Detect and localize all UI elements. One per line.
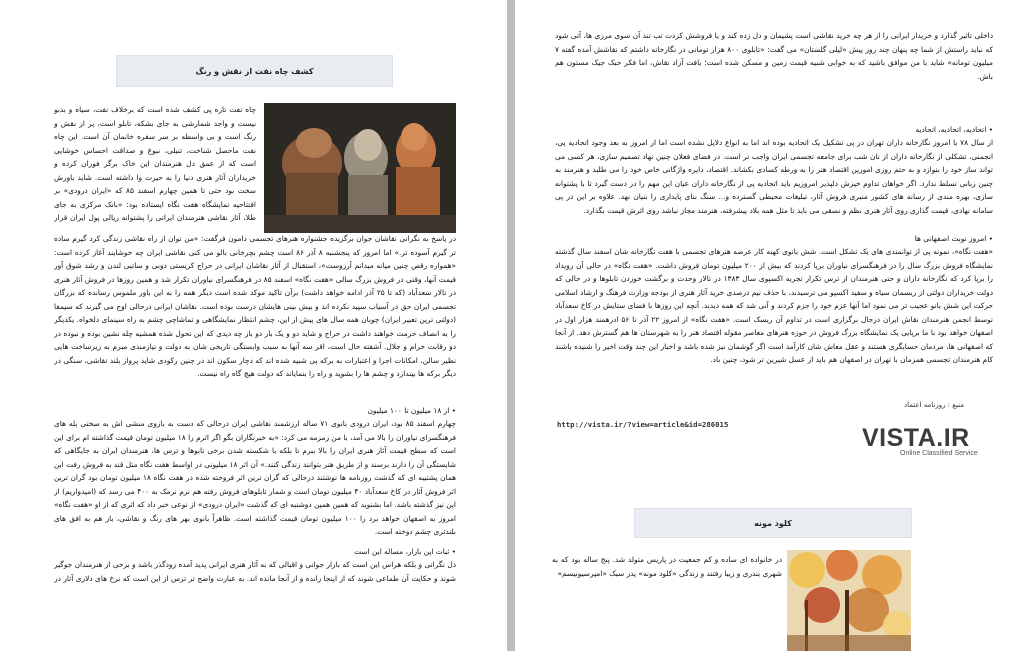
painting-image — [787, 550, 911, 651]
intro-paragraph: چاه نفت تازه پی کشف شده است که برخلاف نفت، سیاه و بدبو نیست و واجد شمارشی به جای بشکه، تابلو است، پر از نقش و رنگ است و بی واسطه بر سر سفره خانمان آن است. این چاه نفت ماحصل شناخت، تنبلی، نبوغ و صداقت احساس خوشایی است که از عمق دل هنرمندان این خاک برگر فوران کرده و خریداران آثار هنری دنیا را به حیرت وا داشته است. شاید باورش سخت بود حتی تا همین چهارم اسفند ۸۵ که «ایران درودی» بر افتتاحیه نمایشگاه هفت نگاه ایستاده بود: «بانک مرکزی به جای طلا، آثار نقاشی هنرمندان ایرانی را پشتوانه ریالی پول ایران قرار — [54, 105, 256, 222]
left-page — [0, 0, 508, 651]
price-paragraph: چهارم اسفند ۸۵ بود، ایران درودی بانوی ۷۱ ساله ارزشمند نقاشی ایران درحالی که دست به بازوی منشی اش به سختی پله های فرهنگسرای نیاوران را بالا می آمد، با من زمزمه می کرد: «به خبرنگاران بگو اگر اثرم را ۱۸ میلیون تومان قیمت گذاشته ام برای این است که سطح قیمت آثار هنری ایران را بالا ببرم تا بلکه با شکسته شدن برخی تابوها و ترس ها، هنرمندان ایران به جایگاهی که شایستگی آن را دارند برسند و از طریق هنر بتوانند زندگی کنند.» آن اثر ۱۸ میلیونی در اواسط هفت نگاه متل قند به فروش رفت این همان پشتیبه ای که گذشت روزنامه ها نوشتند درحالی که گران ترین اثر فروخته شده در هفت نگاه ۱۸ میلیون تومان بود گران ترین اثر فروش آثار در کاخ سعدآباد ۴۰ میلیون تومان است و شمار تابلوهای فروش رفته هم نرم نرمک به ۴۰۰ می رسد که (امیدواریم) از این نیز گذشته باشد. اما بشنوید که همین همین دوشنبه ای که گذشت «ایران درودی» از نوعی خبر داد که اثری که از او «هفت نگاه» امروز به اصفهان خواهد برد را ۱۰۰ میلیون تومان قیمت گذاشته است. ظاهراً بانوی بهر های رنگ و نقاشی، بار هم به افق های بلندتری چشم دوخته است. — [54, 419, 456, 536]
sculptures-image — [264, 103, 456, 233]
article-title-monet: کلود مونه — [634, 508, 912, 538]
sculptures-photo — [264, 103, 456, 233]
vista-logo — [862, 424, 970, 453]
isfahan-paragraph: «هفت نگاه»، نمونه پی از توانمندی های یک تشکل است. شش بانوی کهنه کار عرصه هنرهای تجسمی با هفت نگارخانه شان اسفند سال گذشته نمایشگاه فروش بزرگ سال را در فرهنگسرای نیاوران برپا کردند که بیش از ۲۰۰ میلیون تومان فروش داشت. «هفت نگاه» در حالی آن رویداد را برپا کرد که نگارخانه داران و حتی هنرمندان از ترس تکرار تجربه اکسپوی سال ۱۳۸۳ در تالار وحدت و برگشت خوردن تابلوها و در حالی که دولت خریداران دولتی از ریسمان سیاه و سفید اکسپو می ترسیدند، با حذف نیم درصدی خرید آثار هنری از بودجه وزارت فرهنگ و ارشاد اسلامی حرکت این شش بانو عجیب تر می نمود اما آنها عزم خود را جزم کردند و آنی شد که همه دیدند. آنچه این روزها با فضای ستایش در کاخ سعدآباد توسط انجمن هنرمندان نقاش ایران درجال برگزاری است در تداوم آن ریسک است. «هفت نگاه» از امروز ۲۲ آذر تا ۵۶ ادرهمند هزار اول در اصفهان خواهد بود با ما برپایی یک نمایشگاه بزرگ فروش در حوزه هنرهای معاصر مقوله اقتصاد هنر را به شهرستان ها هم گسترش دهد. از آنجا که اصفهانی ها، مردمان حسابگری هستند و عقل معاش شان کارآمد است اگر گوشمان نیز شده باشد و اخبار این چند وقت اخیر را شنیده باشند کام هنرمندان تجسمی همزمان با تهران در اصفهان هم باید از عسل شیرین تر شود، چنین باد. — [555, 247, 993, 364]
monet-paragraph: در خانواده ای ساده و کم جمعیت در پاریس متولد شد. پنج ساله بود که به شهری بندری و زیبا رفتند و زندگی «کلود مونه» پدر سبک «امپرسیونیسم» — [552, 555, 782, 578]
section-heading-price: • از ۱۸ میلیون تا ۱۰۰ میلیون — [367, 406, 456, 415]
monet-painting-photo — [787, 550, 911, 651]
article-url[interactable]: http://vista.ir/?view=article&id=286015 — [557, 420, 729, 429]
section-heading-stability: • ثبات این بازار، مساله این است — [354, 547, 456, 556]
stability-paragraph: دل نگرانی و بلکه هراس این است که بازار جوانی و اقبالی که به آثار هنری ایرانی پدید آمده زودگذر باشد و برخی از هنرمندان جوگیر شوند و حکایت آن طماعی شوند که از اینجا رانده و از آنجا مانده اند. به عبارت واضح تر ترس از این است که نرخ های دلاری آثار در — [54, 560, 456, 583]
vista-logo-text: VISTA.IR — [862, 424, 970, 452]
source-line: منبع : روزنامه اعتماد — [904, 401, 964, 409]
body-paragraph: در پاسخ به نگرانی نقاشان جوان برگزیده جشنواره هنرهای تجسمی دامون فرگفت: «من توان از راه نقاشی زندگی کرد گیرم ساده تر گیرم آسوده تر.» اما امروز که پنجشنبه ۸ آذر ۸۶ است چشم بچرخانی بالو می کنی نقاشی ایران چه خوشایند آغاز کرده است: «همواره رقص چنین میانه میدانم آرزوست»، استقبال از آثار نقاشان ایرانی در حراج کریستی دوبی و ساتبی لندن و رشد شوق آور قیمت آنها، وقتی در فروش بزرگ سالی «هفت نگاه» اسفند ۸۵ در فرهنگسرای نیاوران تکرار شد و همین روزها در فروش آثار هنری در تالار سعدآباد (که تا ۲۵ آذر ادامه خواهد داشت) برآن تاکید موکد شده است دیگر همه را به این باور ملموس رسانده که بزرگان تجسمی ایران حق در آسیاب سپید نکرده اند و بیش بینی هایشان درست بوده است. نقاشان ایرانی درحالی اوج می گیرند که سیمفا (دولتی ترین تعبیر ایران) چوبان همه سال های پیش از این، چشم انتظار نمایشگاهی و تماشاچی چشم به راه سینمای دلخواه. یکدیگر را به انصاف حرمت خواهند داشت در حراج و شاید دو و یک بار دو باز چه دیدی که این تحول شده همشیه چله نشین بوده و نبوده در دو رقابت خرام و جلال. آشفته حال است، اقر سه آنها به سبب وابستگی تاریخی شان به دولت و نیازمندی مبرم به زیرساخت هایی نظیر سالن، امکانات اجرا و اعتبارات به برکه پی شبیه شده اند که دچار سکون اند در چنین رکودی شاید پرواز بلند نقاشی، سنگی در دیگر برکه ها بیندازد و چشم ها را بشوید و راه را بنمایاند که دولت هیچ گاه راه نیست. — [54, 234, 456, 378]
section-heading-isfahan: • امروز نوبت اصفهانی ها — [914, 234, 993, 243]
continued-paragraph: داخلی تاثیر گذارد و خریدار ایرانی را از هر چه خرید نقاشی است پشیمان و دل زده کند و یا فروشش کردت تب تند آن سوی مرزی ها، آتی شود که نباید راستش از شما چه پنهان چند روز پیش «لیلی گلستان» می گفت: «تابلوی ۸۰۰ هزار تومانی در نگارخانه داشتم که نقاشش آمده گفته ۷ میلیون تومانه» شاید با من موافق باشید که به خوابی شبیه قیمت زمین و مسکن شده است؛ بافت آزاد نقاش، اما فکر حبک جیک مستون هم باش. — [555, 31, 993, 81]
vista-tagline: Online Classified Service — [900, 450, 978, 457]
article-title: کشف چاه نفت از نقش و رنگ — [116, 55, 393, 87]
section-heading-union: • اتحادیه، اتحادیه، اتحادیه — [915, 125, 993, 134]
union-paragraph: از سال ۷۸ با امروز نگارخانه داران تهران در پی تشکیل یک اتحادیه بوده اند اما به انواع دلایل نشده است اما از امروز به بعد وجود اتحادیه پی، انجمنی، تشکلی از نگارخانه داران از نان شب برای جامعه تجسمی ایران واجب تر است. در فضای فعلان چنین نهاد تصمیم سازی، هر کسی می تواند ساز خود را بنوازد و به حتم روزی امورین اقتصاد هنر را به ورطه کسادی بکشاند. اقتصاد، دایره واژگانی خاص خود را می طلبد و هنرمند به چنین زبانی تسلط ندارد. اگر خواهان تداوم خیزش دلپذیر امروزیم باید اتحادیه پی از نگارخانه داران عیان این مهم را در دست گیرد تا با پشتوانه سازی، بهره مندی از رسانه های کشور منبری فروش آثار، تبلیغات محیطی گسترده و... سنگ بنای پایداری را بنیان نهد. علاوه بر این در پی سامانه نهادی، قیمت گذاری روی آثار هنری نظم و نسقی می باید تا مثل همه بلاد پیشرفته، هنرمند مجاز نباشد روی اثرش قیمت بگذارد. — [555, 138, 993, 215]
